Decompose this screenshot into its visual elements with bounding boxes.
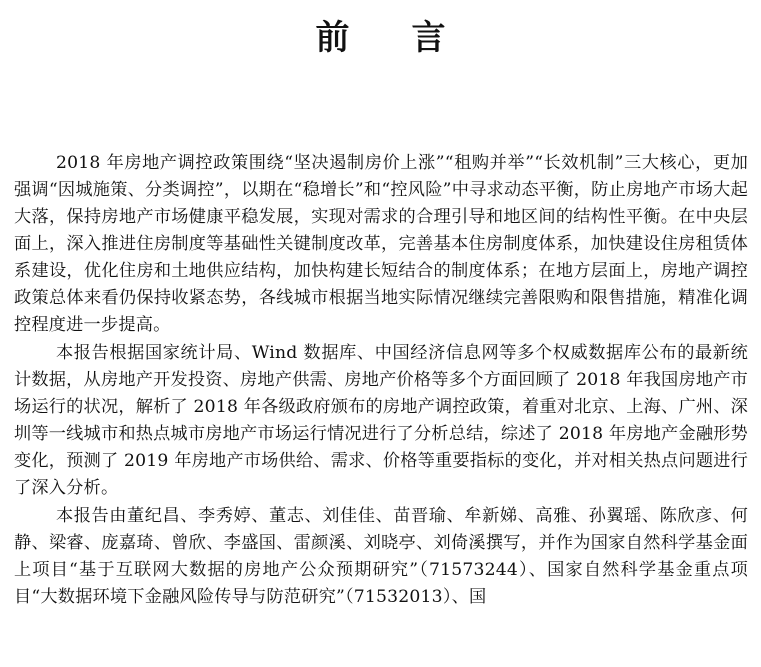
paragraph-authors-funding: 本报告由董纪昌、李秀婷、董志、刘佳佳、苗晋瑜、牟新娣、高雅、孙翼瑶、陈欣彦、何静、梁睿、庞嘉琦、曾欣、李盛国、雷颜溪、刘晓亭、刘倚溪撰写，并作为国家自然科学基金面上项目“基于互联网大数据的房地产公众预期研究”（71573244）、国家自然科学基金重点项目“大数据环境下金融风险传导与防范研究”（71532013）、国 — [14, 506, 748, 607]
page-title: 前言 — [315, 18, 508, 58]
paragraph-policy-summary: 2018 年房地产调控政策围绕“坚决遏制房价上涨”“租购并举”“长效机制”三大核心，更加强调“因城施策、分类调控”，以期在“稳增长”和“控风险”中寻求动态平衡，防止房地产市场大起大落，保持房地产市场健康平稳发展，实现对需求的合理引导和地区间的结构性平衡。在中央层面上，深入推进住房制度等基础性关键制度改革，完善基本住房制度体系，加快建设住房租赁体系建设，优化住房和土地供应结构，加快构建长短结合的制度体系；在地方层面上，房地产调控政策总体来看仍保持收紧态势，各线城市根据当地实际情况继续完善限购和限售措施，精准化调控程度进一步提高。 — [14, 153, 748, 335]
paragraph-report-scope: 本报告根据国家统计局、Wind 数据库、中国经济信息网等多个权威数据库公布的最新统计数据，从房地产开发投资、房地产供需、房地产价格等多个方面回顾了 2018 年我国房地产市场运行的状况，解析了 2018 年各级政府颁布的房地产调控政策，着重对北京、上海、广州、深圳等一线城市和热点城市房地产市场运行情况进行了分析总结，综述了 2018 年房地产金融形势变化，预测了 2019 年房地产市场供给、需求、价格等重要指标的变化，并对相关热点问题进行了深入分析。 — [14, 343, 748, 498]
document-body — [14, 150, 748, 611]
